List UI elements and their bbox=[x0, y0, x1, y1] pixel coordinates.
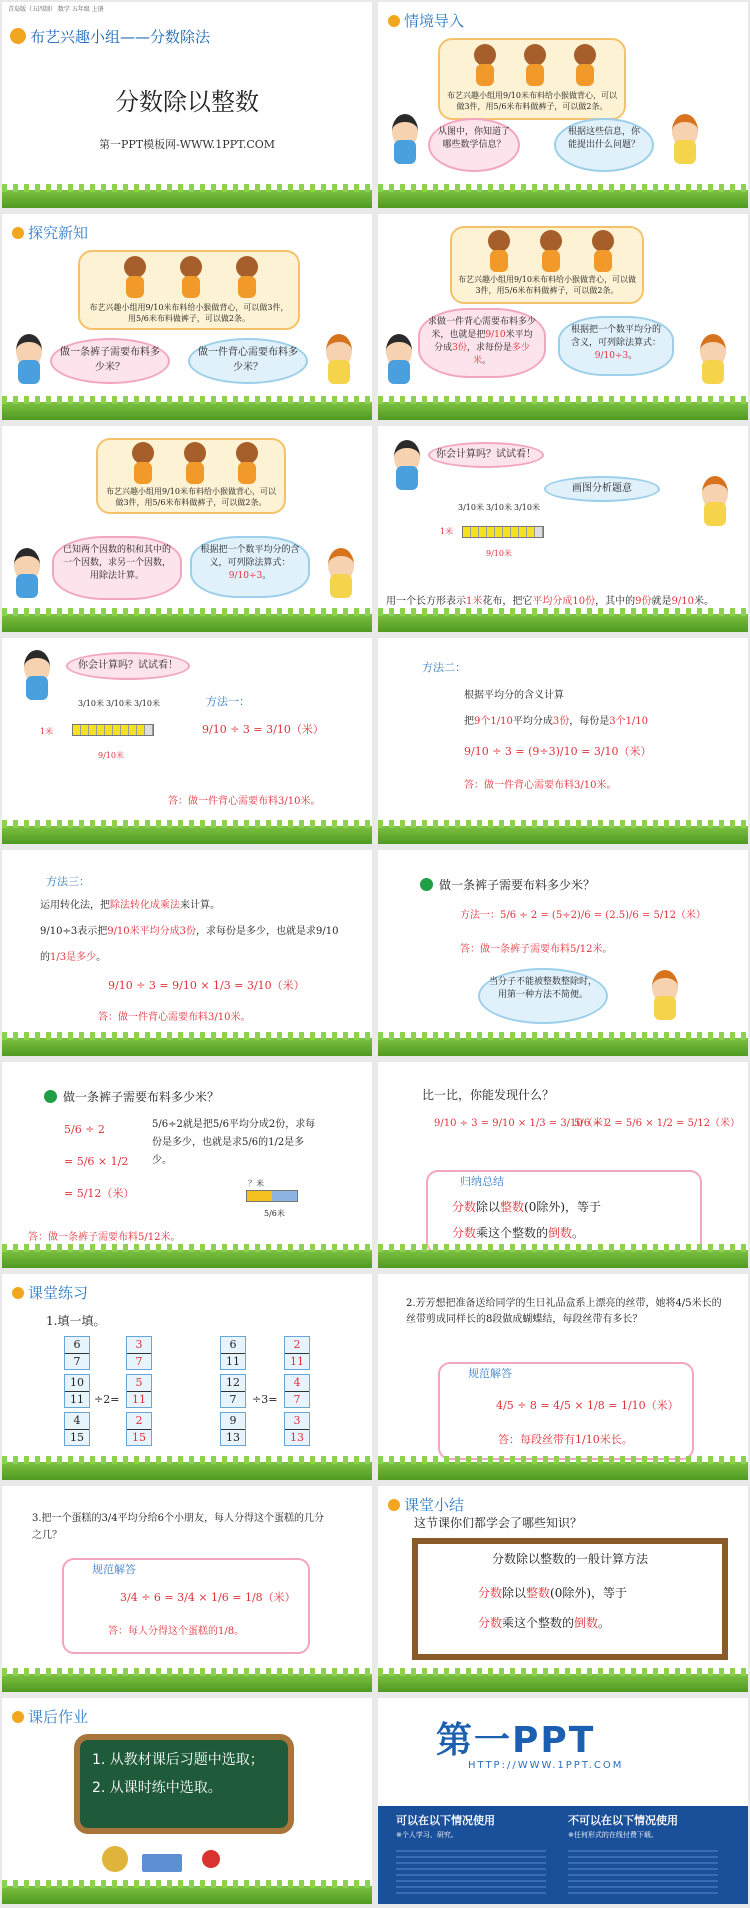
scene-text: 布艺兴趣小组用9/10米布料给小猴做背心，可以做3件，用5/6米布料做裤子，可以做2条。 bbox=[89, 303, 289, 324]
section-title: 课后作业 bbox=[12, 1706, 88, 1727]
explanation: 5/6÷2就是把5/6平均分成2份，求每份是多少，也就是求5/6的1/2是多少。 bbox=[152, 1119, 316, 1166]
question-bubble: 做一件背心需要布料多少米？ bbox=[188, 338, 308, 384]
fraction-bar bbox=[72, 724, 154, 736]
answer-label: 规范解答 bbox=[92, 1563, 136, 1576]
bullet-icon bbox=[44, 1090, 57, 1103]
answer: 答：做一条裤子需要布料5/12米。 bbox=[28, 1232, 181, 1243]
question: 1.填一填。 bbox=[46, 1314, 106, 1328]
question: 这节课你们都学会了哪些知识？ bbox=[414, 1516, 583, 1530]
rule-line: 分数乘这个整数的倒数。 bbox=[452, 1226, 585, 1240]
answer: 答：每段丝带有1/10米长。 bbox=[498, 1433, 633, 1446]
grass-decoration bbox=[2, 1886, 372, 1904]
brand-url: HTTP://WWW.1PPT.COM bbox=[468, 1760, 624, 1771]
equation-step: = 5/12（米） bbox=[64, 1187, 135, 1200]
method-text: 把9个1/10平均分成3份，每份是3个1/10 bbox=[464, 716, 649, 727]
boy-icon bbox=[10, 548, 44, 598]
segment-label: 3/10米 bbox=[486, 503, 512, 512]
monkey-icon bbox=[566, 44, 604, 88]
scene-text: 布艺兴趣小组用9/10米布料给小猴做背心，可以做3件，用5/6米布料做裤子，可以做2条。 bbox=[458, 275, 636, 296]
monkey-icon bbox=[172, 256, 210, 300]
cover-unit bbox=[10, 26, 210, 47]
method-label: 方法三： bbox=[46, 875, 90, 888]
question-bubble: 你会计算吗？试试看！ bbox=[428, 442, 544, 468]
scene-text: 布艺兴趣小组用9/10米布料给小猴做背心，可以做3件，用5/6米布料做裤子，可以做2条。 bbox=[447, 91, 617, 112]
slide-practice-2 bbox=[378, 1274, 748, 1480]
usage-forbidden-title: 不可以在以下情况使用 bbox=[568, 1814, 678, 1827]
slide-method-2 bbox=[378, 638, 748, 844]
slide-cover bbox=[2, 2, 372, 208]
grass-decoration bbox=[378, 614, 748, 632]
diagram-label: 5/6米 bbox=[264, 1209, 285, 1218]
slide-method-3 bbox=[2, 850, 372, 1056]
total-label: 9/10米 bbox=[98, 751, 124, 760]
fraction-cell: 2 15 bbox=[126, 1412, 152, 1446]
slide-diagram bbox=[378, 426, 748, 632]
question-bubble: 从图中，你知道了哪些数学信息？ bbox=[428, 118, 520, 172]
answer: 答：每人分得这个蛋糕的1/8。 bbox=[108, 1626, 245, 1637]
total-label: 9/10米 bbox=[486, 549, 512, 558]
boy-icon bbox=[20, 650, 54, 700]
segment-label: 3/10米 bbox=[458, 503, 484, 512]
segment-label: 3/10米 bbox=[106, 699, 132, 708]
question: 2.芳芳想把准备送给同学的生日礼品盒系上漂亮的丝带，她将4/5米长的丝带剪成同样长的8段做成蝴蝶结，每段丝带有多长？ bbox=[406, 1298, 722, 1325]
equation: 3/4 ÷ 6 = 3/4 × 1/6 = 1/8（米） bbox=[120, 1591, 296, 1604]
segment-label: 3/10米 bbox=[514, 503, 540, 512]
equation: 9/10 ÷ 3 = 9/10 × 1/3 = 3/10（米） bbox=[434, 1118, 613, 1129]
explanation-bubble: 已知两个因数的积和其中的一个因数，求另一个因数，用除法计算。 bbox=[52, 536, 182, 600]
method-text: 根据平均分的含义计算 bbox=[464, 690, 564, 701]
usage-allowed-item: ※个人学习、研究。 bbox=[396, 1831, 458, 1839]
operator-label: ÷3= bbox=[252, 1393, 278, 1406]
monkey-scene bbox=[96, 438, 286, 514]
girl-icon bbox=[322, 334, 356, 384]
unit-number-badge bbox=[10, 28, 26, 44]
girl-icon bbox=[648, 970, 682, 1020]
segment-label: 3/10米 bbox=[134, 699, 160, 708]
method-text: 运用转化法，把除法转化成乘法来计算。 bbox=[40, 900, 220, 911]
girl-icon bbox=[668, 114, 702, 164]
note-bubble: 当分子不能被整数整除时，用第一种方法不简便。 bbox=[478, 968, 608, 1024]
monkey-icon bbox=[116, 256, 154, 300]
equation: 9/10 ÷ 3 = 3/10（米） bbox=[202, 723, 324, 736]
method-label: 方法一： bbox=[206, 695, 250, 708]
girl-icon bbox=[696, 334, 730, 384]
rule-line: 分数除以整数(0除外)，等于 bbox=[478, 1586, 628, 1600]
grass-decoration bbox=[378, 1250, 748, 1268]
grass-decoration bbox=[378, 1038, 748, 1056]
grass-decoration bbox=[2, 1250, 372, 1268]
boy-icon bbox=[388, 114, 422, 164]
explanation-bubble: 求做一件背心需要布料多少米，也就是把9/10米平均分成3份，求每份是多少米。 bbox=[418, 308, 546, 378]
grass-decoration bbox=[378, 826, 748, 844]
slide-intro bbox=[378, 2, 748, 208]
boy-icon bbox=[12, 334, 46, 384]
rule-line: 分数除以整数(0除外)，等于 bbox=[452, 1200, 602, 1214]
homework-item: 1. 从教材课后习题中选取； bbox=[92, 1752, 264, 1768]
fraction-cell: 6 11 bbox=[220, 1336, 246, 1370]
section-title: 课堂小结 bbox=[388, 1494, 464, 1515]
grass-decoration bbox=[378, 402, 748, 420]
link-list bbox=[396, 1846, 546, 1896]
grass-decoration bbox=[2, 826, 372, 844]
unit-title: 布艺兴趣小组——分数除法 bbox=[30, 28, 211, 46]
bar-label: 1米 bbox=[440, 527, 454, 536]
slide-practice-3 bbox=[2, 1486, 372, 1692]
fraction-bar bbox=[462, 526, 544, 538]
section-title: 情境导入 bbox=[388, 10, 464, 31]
fraction-cell: 4 7 bbox=[284, 1374, 310, 1408]
slide-pants-1 bbox=[378, 850, 748, 1056]
question: 3.把一个蛋糕的3/4平均分给6个小朋友，每人分得这个蛋糕的几分之几？ bbox=[32, 1513, 324, 1541]
equation-step: 5/6 ÷ 2 bbox=[64, 1123, 105, 1136]
fraction-cell: 3 13 bbox=[284, 1412, 310, 1446]
bullet-icon bbox=[420, 878, 433, 891]
question-bubble: 你会计算吗？试试看！ bbox=[66, 652, 190, 680]
method-label: 方法二： bbox=[422, 661, 466, 674]
usage-panel bbox=[378, 1806, 748, 1904]
summary-label: 归纳总结 bbox=[460, 1175, 504, 1188]
equation: 5/6 ÷ 2 = 5/6 × 1/2 = 5/12（米） bbox=[574, 1118, 741, 1129]
monkey-scene bbox=[450, 226, 644, 304]
equation: 9/10 ÷ 3 = 9/10 × 1/3 = 3/10（米） bbox=[108, 979, 305, 992]
fraction-cell: 3 7 bbox=[126, 1336, 152, 1370]
answer: 答：做一件背心需要布料3/10米。 bbox=[464, 780, 617, 791]
slide-explore-3 bbox=[2, 426, 372, 632]
fraction-cell: 10 11 bbox=[64, 1374, 90, 1408]
fraction-cell: 9 13 bbox=[220, 1412, 246, 1446]
slide-compare bbox=[378, 1062, 748, 1268]
fraction-cell: 2 11 bbox=[284, 1336, 310, 1370]
fraction-cell: 5 11 bbox=[126, 1374, 152, 1408]
grass-decoration bbox=[2, 1038, 372, 1056]
monkey-scene bbox=[438, 38, 626, 120]
grass-decoration bbox=[2, 190, 372, 208]
fraction-cell: 12 7 bbox=[220, 1374, 246, 1408]
question-bubble: 根据这些信息，你能提出什么问题？ bbox=[554, 118, 654, 172]
slide-summary bbox=[378, 1486, 748, 1692]
boy-icon bbox=[390, 440, 424, 490]
rule-line: 分数乘这个整数的倒数。 bbox=[478, 1616, 611, 1630]
cover-meta: 青岛版（五四制） 数学 五年级 上册 bbox=[8, 6, 104, 13]
slide-explore bbox=[2, 214, 372, 420]
apple-icon bbox=[202, 1850, 220, 1868]
monkey-icon bbox=[532, 230, 570, 274]
answer-label: 规范解答 bbox=[468, 1367, 512, 1380]
page-title: 分数除以整数 bbox=[115, 88, 259, 116]
site-text: 第一PPT模板网-WWW.1PPT.COM bbox=[98, 138, 276, 151]
explanation-bubble: 根据把一个数平均分的含义，可列除法算式：9/10÷3。 bbox=[558, 316, 674, 376]
question: 做一条裤子需要布料多少米？ bbox=[420, 876, 595, 894]
girl-icon bbox=[698, 476, 732, 526]
answer: 答：做一条裤子需要布料5/12米。 bbox=[460, 944, 613, 955]
equation: 方法一：5/6 ÷ 2 = (5÷2)/6 = (2.5)/6 = 5/12（米） bbox=[460, 910, 706, 921]
operator-label: ÷2= bbox=[94, 1393, 120, 1406]
diagram-label: ？米 bbox=[248, 1179, 264, 1188]
grass-decoration bbox=[2, 1674, 372, 1692]
monkey-scene bbox=[78, 250, 300, 330]
hint-bubble: 画图分析题意 bbox=[544, 476, 660, 502]
monkey-icon bbox=[516, 44, 554, 88]
slide-brand bbox=[378, 1698, 748, 1904]
equation: 4/5 ÷ 8 = 4/5 × 1/8 = 1/10（米） bbox=[496, 1399, 679, 1412]
bar-label: 1米 bbox=[40, 727, 54, 736]
books-icon bbox=[142, 1854, 182, 1872]
slide-explore-2 bbox=[378, 214, 748, 420]
question-bubble: 做一条裤子需要布料多少米？ bbox=[50, 338, 170, 384]
monkey-icon bbox=[176, 442, 214, 486]
method-text: 的1/3是多少。 bbox=[40, 952, 107, 963]
monkey-icon bbox=[228, 442, 266, 486]
usage-forbidden-item: ※任何形式的在线付费下载。 bbox=[568, 1831, 658, 1839]
grass-decoration bbox=[378, 1462, 748, 1480]
question: 比一比，你能发现什么？ bbox=[422, 1088, 555, 1102]
grass-decoration bbox=[378, 190, 748, 208]
chalkboard bbox=[74, 1734, 294, 1834]
segment-label: 3/10米 bbox=[78, 699, 104, 708]
slide-homework bbox=[2, 1698, 372, 1904]
summary-title: 分数除以整数的一般计算方法 bbox=[491, 1552, 648, 1566]
monkey-icon bbox=[124, 442, 162, 486]
monkey-icon bbox=[480, 230, 518, 274]
section-title: 探究新知 bbox=[12, 222, 88, 243]
slide-practice-1 bbox=[2, 1274, 372, 1480]
link-list bbox=[568, 1846, 718, 1896]
section-title: 课堂练习 bbox=[12, 1282, 88, 1303]
fraction-cell: 4 15 bbox=[64, 1412, 90, 1446]
answer: 答：做一件背心需要布料3/10米。 bbox=[98, 1012, 251, 1023]
brand-logo: 第一PPT bbox=[436, 1720, 596, 1761]
monkey-icon bbox=[228, 256, 266, 300]
homework-item: 2. 从课时练中选取。 bbox=[92, 1780, 222, 1796]
monkey-icon bbox=[584, 230, 622, 274]
grass-decoration bbox=[2, 1462, 372, 1480]
equation-step: = 5/6 × 1/2 bbox=[64, 1155, 129, 1168]
grass-decoration bbox=[2, 402, 372, 420]
slide-pants-2 bbox=[2, 1062, 372, 1268]
clock-icon bbox=[102, 1846, 128, 1872]
pants-bar bbox=[246, 1190, 298, 1202]
monkey-icon bbox=[466, 44, 504, 88]
slide-method-1 bbox=[2, 638, 372, 844]
grass-decoration bbox=[378, 1674, 748, 1692]
explanation-bubble: 根据把一个数平均分的含义，可列除法算式：9/10÷3。 bbox=[190, 536, 310, 598]
answer: 答：做一件背心需要布料3/10米。 bbox=[168, 796, 321, 807]
diagram-caption: 用一个长方形表示1米花布，把它平均分成10份，其中的9份就是9/10米。 bbox=[386, 596, 714, 607]
girl-icon bbox=[324, 548, 358, 598]
boy-icon bbox=[382, 334, 416, 384]
grass-decoration bbox=[2, 614, 372, 632]
equation: 9/10 ÷ 3 = (9÷3)/10 = 3/10（米） bbox=[464, 745, 652, 758]
method-text: 9/10÷3表示把9/10米平均分成3份，求每份是多少，也就是求9/10 bbox=[40, 926, 339, 937]
usage-allowed-title: 可以在以下情况使用 bbox=[396, 1814, 495, 1827]
scene-text: 布艺兴趣小组用9/10米布料给小猴做背心，可以做3件，用5/6米布料做裤子，可以做2条。 bbox=[106, 487, 276, 508]
question: 做一条裤子需要布料多少米？ bbox=[44, 1088, 219, 1106]
fraction-cell: 6 7 bbox=[64, 1336, 90, 1370]
